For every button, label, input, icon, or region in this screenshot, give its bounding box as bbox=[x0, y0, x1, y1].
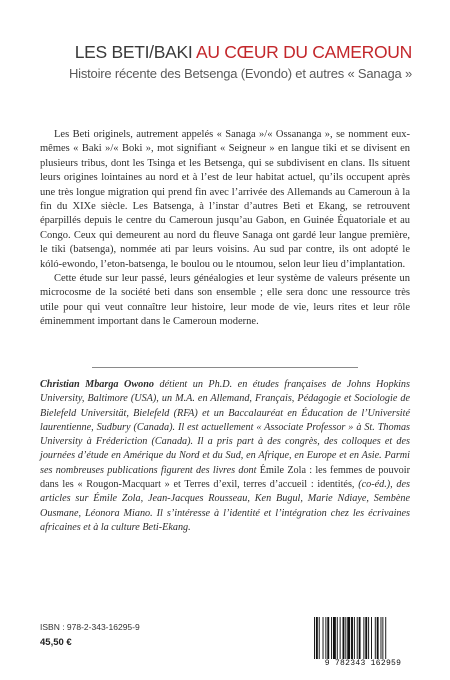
bio-part-3: (co-éd.), des articles sur Émile Zola, Jean-Jacques Rousseau, Ken Bugul, Marie Ndiaye, Sembène Ousmane, Léonora Miano. Il s’intéresse à l’identité et l’intégration chez les écrivaines africaines et à la culture Beti-Ekang. bbox=[40, 479, 410, 533]
barcode-bar bbox=[345, 617, 346, 665]
barcode-bar bbox=[327, 617, 329, 665]
price: 45,50 € bbox=[40, 637, 72, 648]
book-subtitle: Histoire récente des Betsenga (Evondo) et autres « Sanaga » bbox=[68, 66, 412, 81]
author-name: Christian Mbarga Owono bbox=[40, 379, 155, 390]
barcode-bar bbox=[316, 617, 318, 665]
barcode-bar bbox=[333, 617, 336, 665]
barcode-bar bbox=[340, 617, 341, 665]
summary-paragraph-1: Les Beti originels, autrement appelés « Sanaga »/« Ossananga », se nomment eux-mêmes « Baki »/« Boki », mot signifiant « Seigneur » en langue tiki et se divisent en plusieurs tribus, dont les Tsinga et les Betsenga, qui se subdivisent en clans. Ils situent leurs origines lointaines au nord et à l’est de leur habitat actuel, qu’ils occupent après une très longue migration qui prend fin avec l’arrivée des Allemands au Cameroun à la fin du XIXe siècle. Les Batsenga, à l’instar d’autres Beti et Ekang, se retrouvent éparpillés depuis le centre du Cameroun jusqu’au Gabon, en Guinée Équatoriale et au Congo. Ceux qui demeurent au nord du fleuve Sanaga ont gardé leur langue première, le tiki (batsenga), nommée ati par leurs voisins. Au sud par contre, ils ont adopté le kóló-ewondo, l’eton-batsenga, le boulou ou le ntoumou, selon leur lieu d’implantation. bbox=[40, 129, 410, 270]
barcode-bar bbox=[371, 617, 372, 665]
divider bbox=[92, 367, 358, 368]
barcode-bar bbox=[375, 617, 376, 665]
isbn: ISBN : 978-2-343-16295-9 bbox=[40, 622, 140, 632]
bio-part-1: détient un Ph.D. en études françaises de Johns Hopkins University, Baltimore (USA), un M.A. en Allemand, Français, Pédagogie et Sociologie de Bielefeld Universität, Bielefeld (RFA) et un Baccalauréat en Éducation de l’Université laurentienne, Sudbury (Canada). Il est actuellement « Associate Professor » à St. Thomas University à Fréderiction (Canada). Il a pris part à des congrès, des colloques et des journées d’étude en Amérique du Nord et du Sud, en Afrique, en Europe et en Asie. Parmi ses nombreuses publications figurent des livres dont bbox=[40, 379, 410, 476]
barcode-bar bbox=[385, 617, 386, 665]
book-title-main: LES BETI/BAKI bbox=[74, 42, 197, 62]
barcode-bar bbox=[365, 617, 367, 665]
barcode-bar bbox=[325, 617, 326, 665]
barcode-bar bbox=[319, 617, 320, 665]
barcode-digits: 9 782343 162959 bbox=[311, 659, 415, 668]
title-block bbox=[22, 42, 412, 81]
barcode-bar bbox=[363, 617, 364, 665]
barcode-bar bbox=[381, 617, 382, 665]
barcode-bar bbox=[351, 617, 353, 665]
barcode-bar bbox=[359, 617, 361, 665]
barcode-bar bbox=[354, 617, 355, 665]
barcode-bar bbox=[331, 617, 332, 665]
barcode-bar bbox=[347, 617, 350, 665]
bio-part-2: Émile Zola : les femmes de pouvoir dans les « Rougon-Macquart » et Terres d’exil, terres d’accueil : identités, bbox=[40, 464, 410, 491]
barcode-bar bbox=[377, 617, 379, 665]
barcode bbox=[311, 617, 415, 665]
barcode-bar bbox=[382, 617, 383, 665]
summary-paragraph-2: Cette étude sur leur passé, leurs généalogies et leur système de valeurs présente un microcosme de la société beti dans son ensemble ; elle sera donc une ressource très utile pour qui veut connaître leur histoire, leur mode de vie, leurs rites et leur rôle éminemment important dans le Cameroun moderne. bbox=[40, 273, 410, 328]
book-title bbox=[22, 42, 412, 62]
author-bio bbox=[40, 378, 410, 535]
barcode-bar bbox=[343, 617, 345, 665]
barcode-bar bbox=[337, 617, 338, 665]
barcode-bar bbox=[368, 617, 369, 665]
barcode-bar bbox=[357, 617, 358, 665]
barcode-bar bbox=[314, 617, 315, 665]
book-title-accent: AU CŒUR DU CAMEROUN bbox=[196, 42, 412, 62]
summary-text bbox=[40, 128, 410, 330]
barcode-bar bbox=[323, 617, 324, 665]
